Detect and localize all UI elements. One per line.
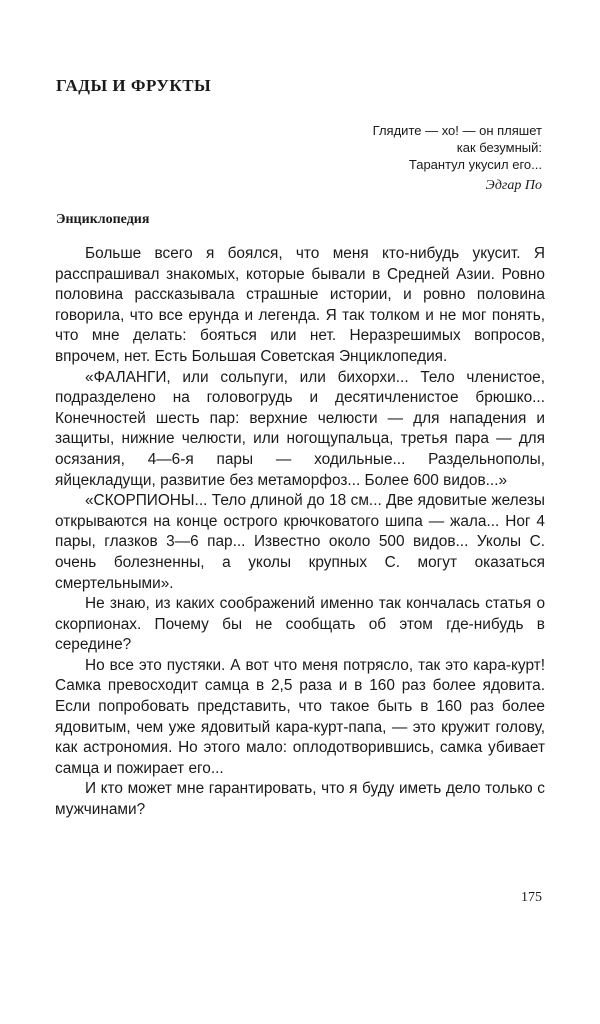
epigraph-line-3: Тарантул укусил его... xyxy=(408,157,542,172)
epigraph xyxy=(282,122,542,194)
chapter-title: ГАДЫ И ФРУКТЫ xyxy=(56,76,212,95)
paragraph-5: Но все это пустяки. А вот что меня потрясло, так это кара-курт! Самка превосходит самца в 2,5 раза и в 160 раз более ядовита. Если попробовать представить, что такое быть в 160 раз более ядовитым, чем уже ядовитый кара-курт-папа, — это кружит голову, как астрономия. Но этого мало: оплодотворившись, самка убивает самца и пожирает его... xyxy=(55,656,545,777)
epigraph-author: Эдгар По xyxy=(485,178,542,193)
paragraph-3: «СКОРПИОНЫ... Тело длиной до 18 см... Две ядовитые железы открываются на конце острого крючковатого шипа — жала... Ног 4 пары, глазков 3—6 пар... Известно около 500 видов... Уколы С. очень болезненны, а уколы крупных С. могут оказаться смертельными». xyxy=(55,492,545,592)
epigraph-line-1: Глядите — хо! — он пляшет xyxy=(372,123,542,138)
epigraph-line-2: как безумный: xyxy=(456,140,542,155)
paragraph-6: И кто может мне гарантировать, что я буду иметь дело только с мужчинами? xyxy=(55,780,545,819)
paragraph-4: Не знаю, из каких соображений именно так кончалась статья о скорпионах. Почему бы не сообщать об этом где-нибудь в середине? xyxy=(55,595,545,654)
book-page xyxy=(55,0,545,1024)
paragraph-1: Больше всего я боялся, что меня кто-нибудь укусит. Я расспрашивал знакомых, которые бывали в Средней Азии. Ровно половина рассказывала страшные истории, и ровно половина говорила, что все ерунда и легенда. Я так толком и не мог понять, что мне делать: бояться или нет. Неразрешимых вопросов, впрочем, нет. Есть Большая Советская Энциклопедия. xyxy=(55,245,545,365)
body-text xyxy=(55,244,545,821)
page-number: 175 xyxy=(521,890,542,905)
paragraph-2: «ФАЛАНГИ, или сольпуги, или бихорхи... Тело членистое, подразделено на головогрудь и десятичленистое брюшко... Конечностей шесть пар: верхние челюсти — для нападения и защиты, нижние челюсти, или ногощупальца, третья пара — для осязания, 4—6-я пары — ходильные... Раздельнополы, яйцекладущи, развитие без метаморфоз... Более 600 видов...» xyxy=(55,368,545,489)
section-title: Энциклопедия xyxy=(56,212,150,227)
